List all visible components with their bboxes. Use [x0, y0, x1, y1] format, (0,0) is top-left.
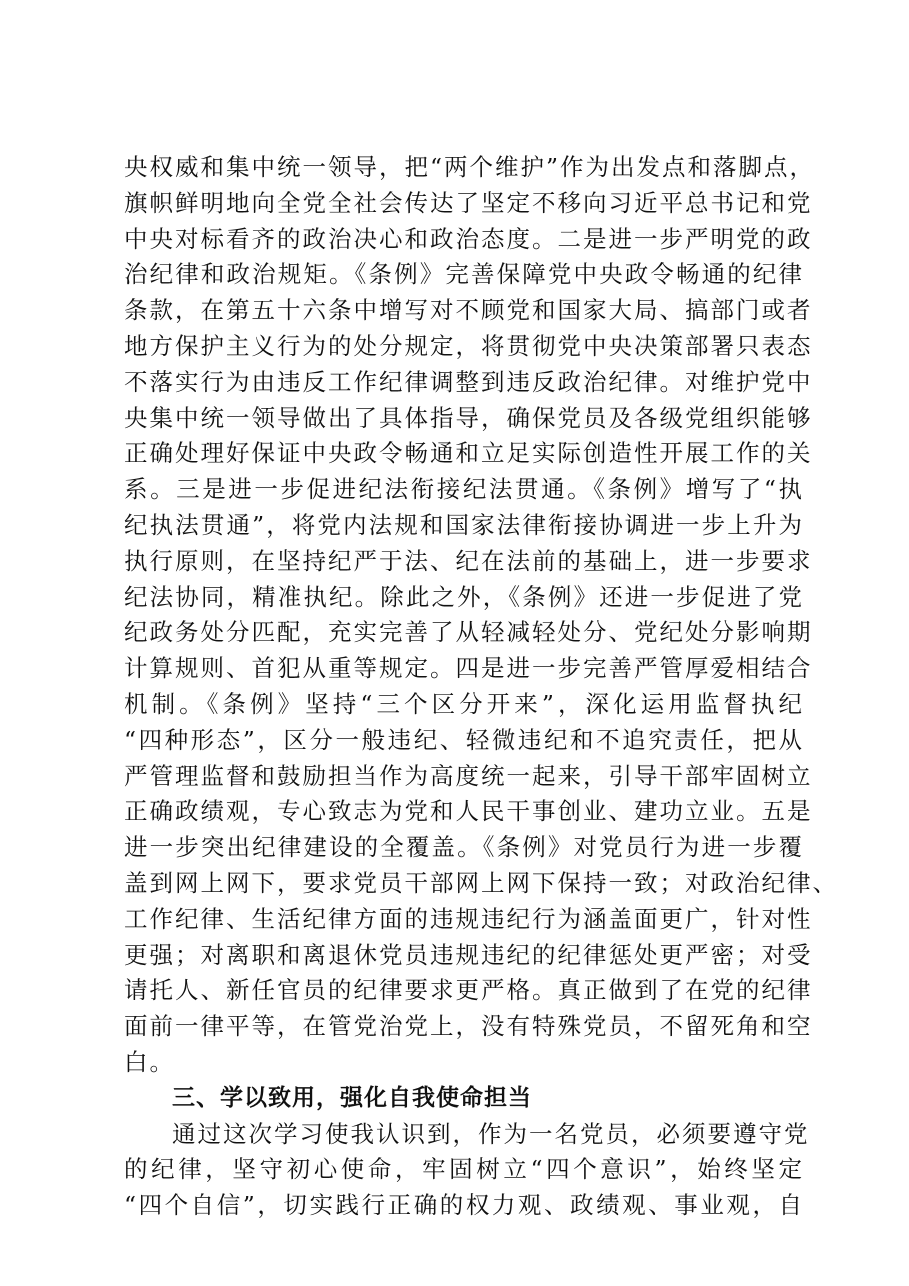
text-line: 的纪律，坚守初心使命，牢固树立“四个意识”，始终坚定	[124, 1155, 804, 1184]
text-line: “四个自信”，切实践行正确的权力观、政绩观、事业观，自	[124, 1191, 804, 1220]
text-line: 央权威和集中统一领导，把“两个维护”作为出发点和落脚点，	[124, 153, 816, 181]
text-line: 中央对标看齐的政治决心和政治态度。二是进一步严明党的政	[124, 224, 813, 253]
text-line: 通过这次学习使我认识到，作为一名党员，必须要遵守党	[172, 1119, 810, 1148]
section-heading: 三、学以致用，强化自我使命担当	[172, 1084, 532, 1111]
text-line: 不落实行为由违反工作纪律调整到违反政治纪律。对维护党中	[124, 367, 813, 396]
text-line: “四种形态”，区分一般违纪、轻微违纪和不追究责任，把从	[124, 725, 804, 754]
text-line: 纪法协同，精准执纪。除此之外，《条例》还进一步促进了党	[124, 582, 804, 611]
text-line: 旗帜鲜明地向全党全社会传达了坚定不移向习近平总书记和党	[124, 188, 813, 217]
text-line: 计算规则、首犯从重等规定。四是进一步完善严管厚爱相结合	[124, 654, 813, 683]
text-line: 治纪律和政治规矩。《条例》完善保障党中央政令畅通的纪律	[124, 260, 804, 289]
text-line: 机制。《条例》坚持“三个区分开来”，深化运用监督执纪	[124, 689, 804, 718]
text-line: 执行原则，在坚持纪严于法、纪在法前的基础上，进一步要求	[124, 546, 813, 575]
text-line: 盖到网上网下，要求党员干部网上网下保持一致；对政治纪律、	[124, 868, 838, 897]
text-line: 纪政务处分匹配，充实完善了从轻减轻处分、党纪处分影响期	[124, 618, 813, 647]
text-line: 面前一律平等，在管党治党上，没有特殊党员，不留死角和空	[124, 1012, 813, 1041]
text-line: 严管理监督和鼓励担当作为高度统一起来，引导干部牢固树立	[124, 761, 813, 790]
text-line: 更强；对离职和离退休党员违规违纪的纪律惩处更严密；对受	[124, 940, 813, 969]
text-line: 白。	[124, 1047, 175, 1076]
text-line: 进一步突出纪律建设的全覆盖。《条例》对党员行为进一步覆	[124, 833, 804, 862]
text-line: 纪执法贯通”，将党内法规和国家法律衔接协调进一步上升为	[124, 510, 804, 539]
text-line: 正确政绩观，专心致志为党和人民干事创业、建功立业。五是	[124, 797, 813, 826]
text-line: 地方保护主义行为的处分规定，将贯彻党中央决策部署只表态	[124, 331, 813, 360]
body-text	[124, 150, 838, 1224]
text-line: 请托人、新任官员的纪律要求更严格。真正做到了在党的纪律	[124, 976, 813, 1005]
text-line: 工作纪律、生活纪律方面的违规违纪行为涵盖面更广，针对性	[124, 904, 813, 933]
text-line: 系。三是进一步促进纪法衔接纪法贯通。《条例》增写了“执	[124, 475, 804, 504]
text-line: 条款，在第五十六条中增写对不顾党和国家大局、搞部门或者	[124, 296, 813, 325]
text-line: 正确处理好保证中央政令畅通和立足实际创造性开展工作的关	[124, 439, 813, 468]
text-line: 央集中统一领导做出了具体指导，确保党员及各级党组织能够	[124, 403, 813, 432]
